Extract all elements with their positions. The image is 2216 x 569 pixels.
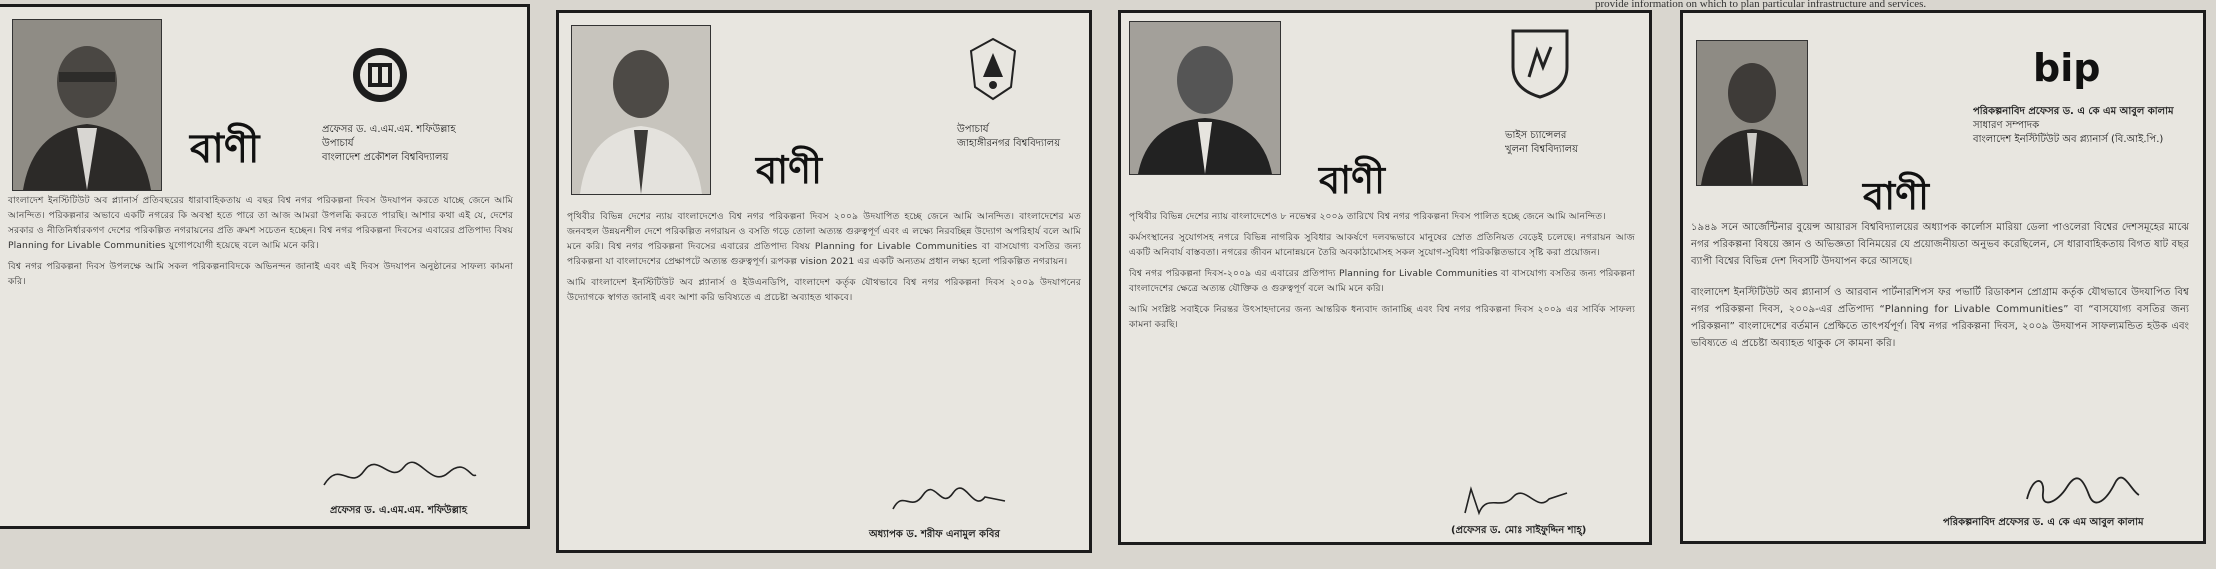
heading-bani: বাণী [756, 148, 823, 192]
bip-logo-icon [2031, 45, 2127, 89]
paragraph: বাংলাদেশ ইনস্টিটিউট অব প্ল্যানার্স ও আরবান পার্টনারশিপস ফর পভার্টি রিডাকশন প্রোগ্রাম কর্তৃক যৌথভাবে উদযাপিত বিশ্ব নগর পরিকল্পনা দিবস, ২০০৯-এর প্রতিপাদ্য “Planning for Livable Communities” বা “বাসযোগ্য বসতির জন্য পরিকল্পনা” বাংলাদেশের বর্তমান প্রেক্ষিতে তাৎপর্যপূর্ণ। বিশ্ব নগর পরিকল্পনা দিবস, ২০০৯ উদযাপন সাফল্যমন্ডিত হউক এবং ভবিষ্যতে এ প্রচেষ্টা অব্যাহত থাকুক সে কামনা করি। [1691, 287, 2189, 349]
designation-line: জাহাঙ্গীরনগর বিশ্ববিদ্যালয় [957, 138, 1061, 149]
designation-line: খুলনা বিশ্ববিদ্যালয় [1505, 144, 1579, 155]
message-panel-3 [1118, 10, 1652, 545]
designation-line: উপাচার্য [322, 138, 354, 149]
paragraph: পৃথিবীর বিভিন্ন দেশের ন্যায় বাংলাদেশেও বিশ্ব নগর পরিকল্পনা দিবস ২০০৯ উদযাপিত হচ্ছে জেনে আমি আনন্দিত। বাংলাদেশের মত জনবহুল উন্নয়নশীল দেশে পরিকল্পিত নগরায়ন ও বসতি গড়ে তোলা অত্যন্ত গুরুত্বপূর্ণ এবং এ লক্ষ্যে নিরবচ্ছিন্ন উদ্যোগ অপরিহার্য বলে আমি মনে করি। বিশ্ব নগর পরিকল্পনা দিবসের এবারের প্রতিপাদ্য বিষয় Planning for Livable Communities বা বাসযোগ্য বসতির জন্য পরিকল্পনা যা বাংলাদেশের প্রেক্ষাপটে অত্যন্ত গুরুত্বপূর্ণ। রূপকল্প vision 2021 এর একটি অন্যতম প্রধান লক্ষ্য হলো পরিকল্পিত নগরায়ন। [567, 211, 1081, 267]
designation-block [322, 123, 456, 165]
message-panel-1 [0, 4, 530, 529]
designation-line: বাংলাদেশ ইনস্টিটিউট অব প্ল্যানার্স (বি.আই.পি.) [1973, 134, 2164, 145]
signer-name: পরিকল্পনাবিদ প্রফেসর ড. এ কে এম আবুল কালাম [1943, 517, 2144, 528]
khulna-university-logo-icon [1509, 27, 1571, 99]
top-strip-text: provide information on which to plan particular infrastructure and services. [1595, 0, 1927, 10]
message-body [1691, 219, 2189, 358]
message-panel-2 [556, 10, 1092, 553]
designation-line: প্রফেসর ড. এ.এম.এম. শফিউল্লাহ [322, 124, 456, 135]
signer-name: অধ্যাপক ড. শরীফ এনামুল কবির [869, 529, 1000, 540]
designation-block [1973, 105, 2174, 147]
signer-name: (প্রফেসর ড. মোঃ সাইফুদ্দিন শাহ্‌) [1451, 525, 1587, 536]
portrait-photo [1696, 40, 1808, 186]
logo-text: bip [2033, 46, 2101, 89]
buet-logo-icon [350, 45, 410, 105]
signature [320, 455, 480, 495]
paragraph: বাংলাদেশ ইনস্টিটিউট অব প্ল্যানার্স প্রতিবছরের ধারাবাহিকতায় এ বছর বিশ্ব নগর পরিকল্পনা দিবস উদযাপন করতে যাচ্ছে জেনে আমি আনন্দিত। পরিকল্পনার অভাবে একটি নগরের কি অবস্থা হতে পারে তা আজ আমরা উপলব্ধি করতে পারছি। আশার কথা এই যে, দেশের সরকার ও নীতিনির্ধারকগণ দেশের পরিকল্পিত নগরায়নের প্রতি ক্রমশ সচেতন হচ্ছেন। বিশ্ব নগর পরিকল্পনা দিবসের এবারের প্রতিপাদ্য বিষয় Planning for Livable Communities যুগোপযোগী হয়েছে বলে আমি মনে করি। [8, 195, 513, 251]
signature [1461, 483, 1571, 519]
heading-bani: বাণী [1863, 174, 1930, 218]
portrait-photo [12, 19, 162, 191]
signer-name: প্রফেসর ড. এ.এম.এম. শফিউল্লাহ [330, 505, 467, 516]
designation-line: পরিকল্পনাবিদ প্রফেসর ড. এ কে এম আবুল কালাম [1973, 106, 2174, 117]
paragraph: কর্মসংস্থানের সুযোগসহ নগরে বিভিন্ন নাগরিক সুবিধার আকর্ষণে দলবদ্ধভাবে মানুষের স্রোত প্রতিনিয়ত বেড়েই চলেছে। নগরায়ন আজ একটি অনিবার্য বাস্তবতা। নগরের জীবন মানোন্নয়নে তৈরি অবকাঠামোসহ সকল সুযোগ-সুবিধা পরিকল্পিতভাবে সৃষ্টি করা প্রয়োজন। [1129, 232, 1635, 258]
designation-block [957, 123, 1060, 151]
portrait-photo [571, 25, 711, 195]
paragraph: আমি সংশ্লিষ্ট সবাইকে নিরন্তর উৎসাহদানের জন্য আন্তরিক ধন্যবাদ জানাচ্ছি এবং বিশ্ব নগর পরিকল্পনা দিবস ২০০৯ এর সার্বিক সাফল্য কামনা করছি। [1129, 304, 1635, 330]
message-body [1129, 209, 1635, 338]
message-body [567, 209, 1081, 311]
designation-line: সাধারণ সম্পাদক [1973, 120, 2040, 131]
designation-line: ভাইস চ্যান্সেলর [1505, 130, 1567, 141]
message-body [8, 193, 513, 295]
paragraph: বিশ্ব নগর পরিকল্পনা দিবস উপলক্ষে আমি সকল পরিকল্পনাবিদকে অভিনন্দন জানাই এবং এই দিবস উদযাপন অনুষ্ঠানের সাফল্য কামনা করি। [8, 261, 513, 287]
portrait-photo [1129, 21, 1281, 175]
signature [889, 483, 1009, 519]
jahangirnagar-logo-icon [967, 37, 1019, 101]
paragraph: আমি বাংলাদেশ ইনস্টিটিউট অব প্ল্যানার্স ও ইউএনডিপি, বাংলাদেশ কর্তৃক যৌথভাবে বিশ্ব নগর পরিকল্পনা দিবস ২০০৯ উদযাপনের উদ্যোগকে স্বাগত জানাই এবং আশা করি ভবিষ্যতে এ প্রচেষ্টা অব্যাহত থাকবে। [567, 277, 1081, 303]
designation-line: উপাচার্য [957, 124, 989, 135]
designation-block [1505, 129, 1578, 157]
heading-bani: বাণী [1319, 158, 1386, 202]
heading-bani: বাণী [190, 126, 260, 172]
designation-line: বাংলাদেশ প্রকৌশল বিশ্ববিদ্যালয় [322, 152, 449, 163]
message-panel-4 [1680, 10, 2206, 544]
signature [2023, 469, 2143, 509]
paragraph: ১৯৪৯ সনে আর্জেন্টিনার বুয়েন্স আয়ারস বিশ্ববিদ্যালয়ের অধ্যাপক কার্লোস মারিয়া ডেলা পাওলেরা বিশ্বের দেশসমূহের মাঝে নগর পরিকল্পনা বিষয়ে জ্ঞান ও অভিজ্ঞতা বিনিময়ের যে প্রয়োজনীয়তা অনুভব করেছিলেন, সে ধারাবাহিকতায় বিগত ষাট বছর ব্যাপী বিশ্বের বিভিন্ন দেশ দিবসটি উদযাপন করে আসছে। [1691, 222, 2189, 267]
paragraph: পৃথিবীর বিভিন্ন দেশের ন্যায় বাংলাদেশেও ৮ নভেম্বর ২০০৯ তারিখে বিশ্ব নগর পরিকল্পনা দিবস পালিত হচ্ছে জেনে আমি আনন্দিত। [1129, 211, 1606, 222]
paragraph: বিশ্ব নগর পরিকল্পনা দিবস-২০০৯ এর এবারের প্রতিপাদ্য Planning for Livable Communities বা বাসযোগ্য বসতির জন্য পরিকল্পনা বাংলাদেশের ক্ষেত্রে অত্যন্ত যৌক্তিক ও গুরুত্বপূর্ণ বলে আমি মনে করি। [1129, 268, 1635, 294]
